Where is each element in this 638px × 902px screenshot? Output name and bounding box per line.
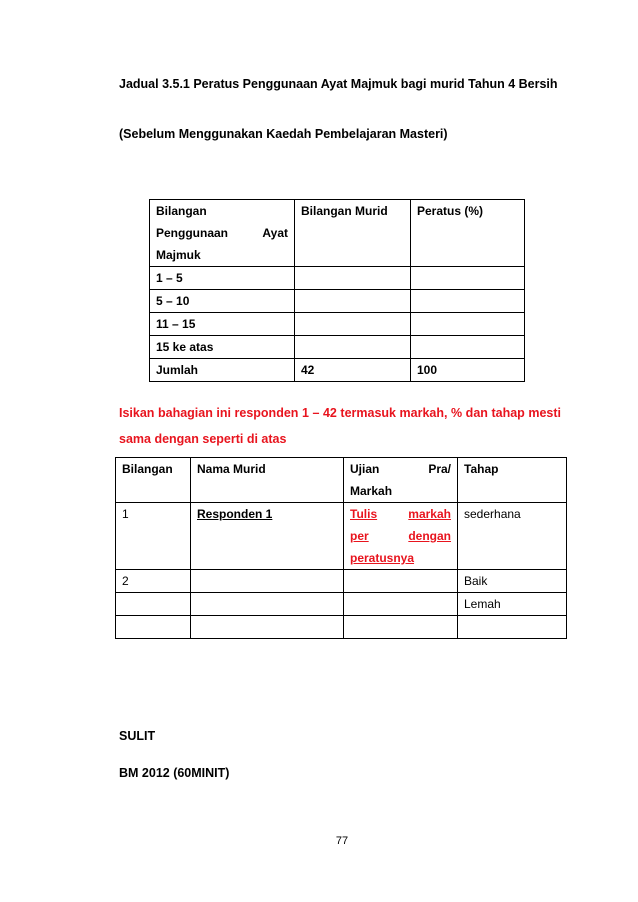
header-bilangan-murid: Bilangan Murid xyxy=(295,200,411,267)
table-row: 2 Baik xyxy=(116,570,567,593)
summary-table xyxy=(149,199,525,382)
instruction-note: Isikan bahagian ini responden 1 – 42 termasuk markah, % dan tahap mesti sama dengan seperti di atas xyxy=(119,406,561,446)
table-subcaption: (Sebelum Menggunakan Kaedah Pembelajaran Masteri) xyxy=(119,127,448,141)
exam-code: BM 2012 (60MINIT) xyxy=(119,766,230,780)
table-row: 15 ke atas xyxy=(150,336,525,359)
table-row: 1 Responden 1 Tulis markah per dengan peratusnya sederhana xyxy=(116,503,567,570)
page-number: 77 xyxy=(335,835,349,847)
markah-instruction: Tulis markah per dengan peratusnya xyxy=(344,503,458,570)
table-row xyxy=(116,616,567,639)
table-row: 11 – 15 xyxy=(150,313,525,336)
header-nama-murid: Nama Murid xyxy=(191,458,344,503)
table-row-total: Jumlah 42 100 xyxy=(150,359,525,382)
table-header-row xyxy=(116,458,567,503)
sulit-label: SULIT xyxy=(119,729,156,743)
table-caption: Jadual 3.5.1 Peratus Penggunaan Ayat Majmuk bagi murid Tahun 4 Bersih xyxy=(119,77,558,91)
table-row: Lemah xyxy=(116,593,567,616)
table-row: 5 – 10 xyxy=(150,290,525,313)
table-row: 1 – 5 xyxy=(150,267,525,290)
respondent-name: Responden 1 xyxy=(191,503,344,570)
respondent-table xyxy=(115,457,567,639)
header-bilangan: Bilangan xyxy=(116,458,191,503)
header-tahap: Tahap xyxy=(458,458,567,503)
header-ujian-pra: Ujian Pra/ Markah xyxy=(344,458,458,503)
header-bilangan-penggunaan: Bilangan Penggunaan Ayat Majmuk xyxy=(150,200,295,267)
header-peratus: Peratus (%) xyxy=(411,200,525,267)
